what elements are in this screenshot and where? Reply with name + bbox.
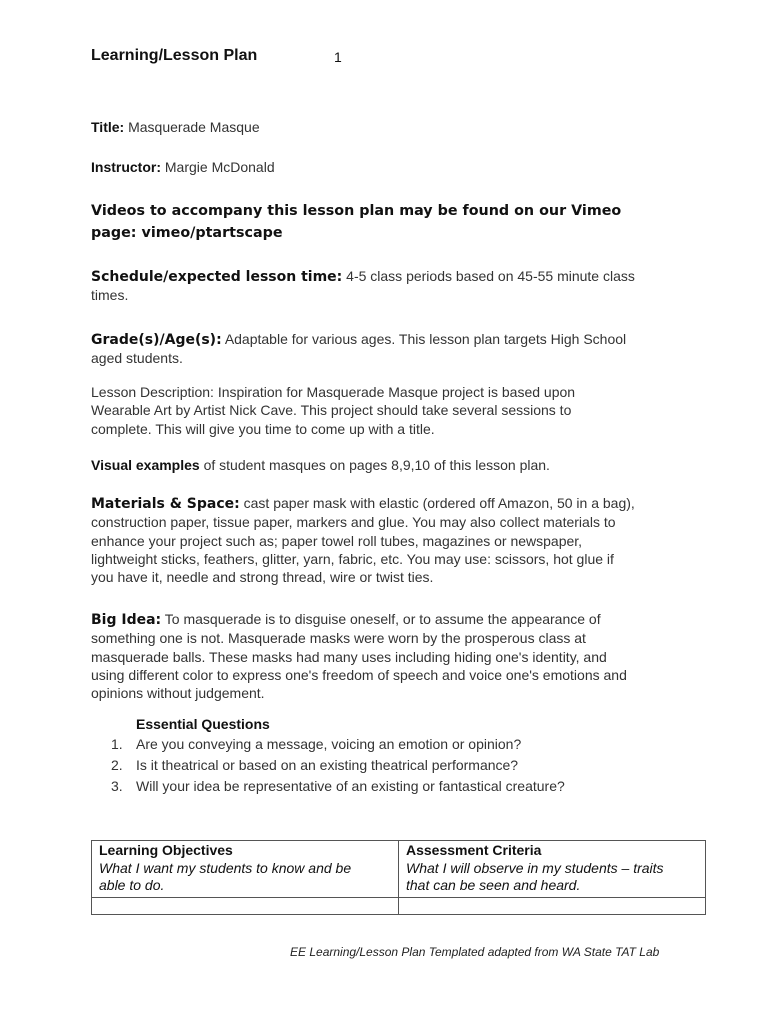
page-number: 1 [334, 49, 342, 65]
videos-line-2: page: vimeo/ptartscape [91, 225, 283, 241]
big-idea-label: Big Idea: [91, 612, 162, 628]
grades-label: Grade(s)/Age(s): [91, 332, 222, 348]
big-idea-line-5: opinions without judgement. [91, 685, 265, 702]
visual-value: of student masques on pages 8,9,10 of this lesson plan. [203, 457, 550, 473]
grades-value-1: Adaptable for various ages. This lesson plan targets High School [224, 331, 627, 347]
list-item-number: 1. [111, 736, 123, 752]
lesson-description [91, 383, 691, 438]
schedule-value-1: 4-5 class periods based on 45-55 minute class [346, 268, 635, 284]
learning-objectives-cell [92, 841, 399, 898]
title-value: Masquerade Masque [128, 119, 260, 135]
materials-line-2: construction paper, tissue paper, markers and glue. You may also collect materials to [91, 514, 616, 531]
title-line [91, 118, 691, 136]
essential-questions-title: Essential Questions [136, 716, 270, 732]
learning-objectives-sub-2: able to do. [99, 877, 165, 893]
big-idea-line-1: To masquerade is to disguise oneself, or to assume the appearance of [164, 611, 601, 627]
materials-label: Materials & Space: [91, 496, 240, 512]
big-idea-section [91, 610, 691, 702]
list-item-text: Are you conveying a message, voicing an emotion or opinion? [136, 736, 522, 752]
materials-line-1: cast paper mask with elastic (ordered off Amazon, 50 in a bag), [243, 495, 635, 511]
assessment-criteria-cell [399, 841, 706, 898]
schedule-section [91, 267, 691, 305]
list-item-text: Is it theatrical or based on an existing theatrical performance? [136, 757, 519, 773]
schedule-value-2: times. [91, 287, 129, 304]
materials-line-4: lightweight sticks, feathers, glitter, yarn, fabric, etc. You may use: scissors, hot glue if [91, 550, 614, 567]
description-line-3: complete. This will give you time to come up with a title. [91, 420, 435, 437]
materials-section [91, 494, 691, 586]
description-line-2: Wearable Art by Artist Nick Cave. This project should take several sessions to [91, 402, 572, 419]
footer-note: EE Learning/Lesson Plan Templated adapted from WA State TAT Lab [290, 945, 660, 959]
header-title: Learning/Lesson Plan [91, 47, 258, 64]
table-row [92, 897, 706, 914]
list-item-number: 2. [111, 757, 123, 773]
grades-value-2: aged students. [91, 350, 183, 367]
materials-line-3: enhance your project such as; paper towel roll tubes, magazines or newspaper, [91, 532, 583, 549]
empty-objective-cell[interactable] [92, 897, 399, 914]
visual-examples [91, 456, 691, 474]
videos-note [91, 200, 691, 244]
table-header-row [92, 841, 706, 898]
title-label: Title: [91, 119, 125, 135]
essential-questions-list [111, 736, 565, 799]
visual-label: Visual examples [91, 457, 200, 473]
assessment-criteria-sub-1: What I will observe in my students – traits [406, 859, 664, 876]
list-item [111, 736, 565, 757]
list-item [111, 778, 565, 799]
assessment-criteria-sub-2: that can be seen and heard. [406, 877, 581, 893]
description-line-1: Lesson Description: Inspiration for Masquerade Masque project is based upon [91, 384, 576, 400]
big-idea-line-3: masquerade balls. These masks had many uses including hiding one's identity, and [91, 648, 607, 665]
instructor-label: Instructor: [91, 159, 161, 175]
schedule-label: Schedule/expected lesson time: [91, 269, 343, 285]
objectives-table [91, 840, 706, 915]
list-item-text: Will your idea be representative of an existing or fantastical creature? [136, 778, 565, 794]
videos-line-1: Videos to accompany this lesson plan may be found on our Vimeo [91, 203, 622, 219]
instructor-value: Margie McDonald [164, 159, 275, 175]
big-idea-line-2: something one is not. Masquerade masks were worn by the prosperous class at [91, 630, 586, 647]
learning-objectives-sub-1: What I want my students to know and be [99, 859, 352, 876]
empty-assessment-cell[interactable] [399, 897, 706, 914]
materials-line-5: you have it, needle and strong thread, wire or twist ties. [91, 569, 434, 586]
big-idea-line-4: using different color to express one's freedom of speech and voice one's emotions and [91, 666, 627, 683]
grades-section [91, 330, 691, 368]
list-item-number: 3. [111, 778, 123, 794]
assessment-criteria-header: Assessment Criteria [406, 842, 542, 858]
learning-objectives-header: Learning Objectives [99, 842, 233, 858]
instructor-line [91, 158, 691, 176]
list-item [111, 757, 565, 778]
